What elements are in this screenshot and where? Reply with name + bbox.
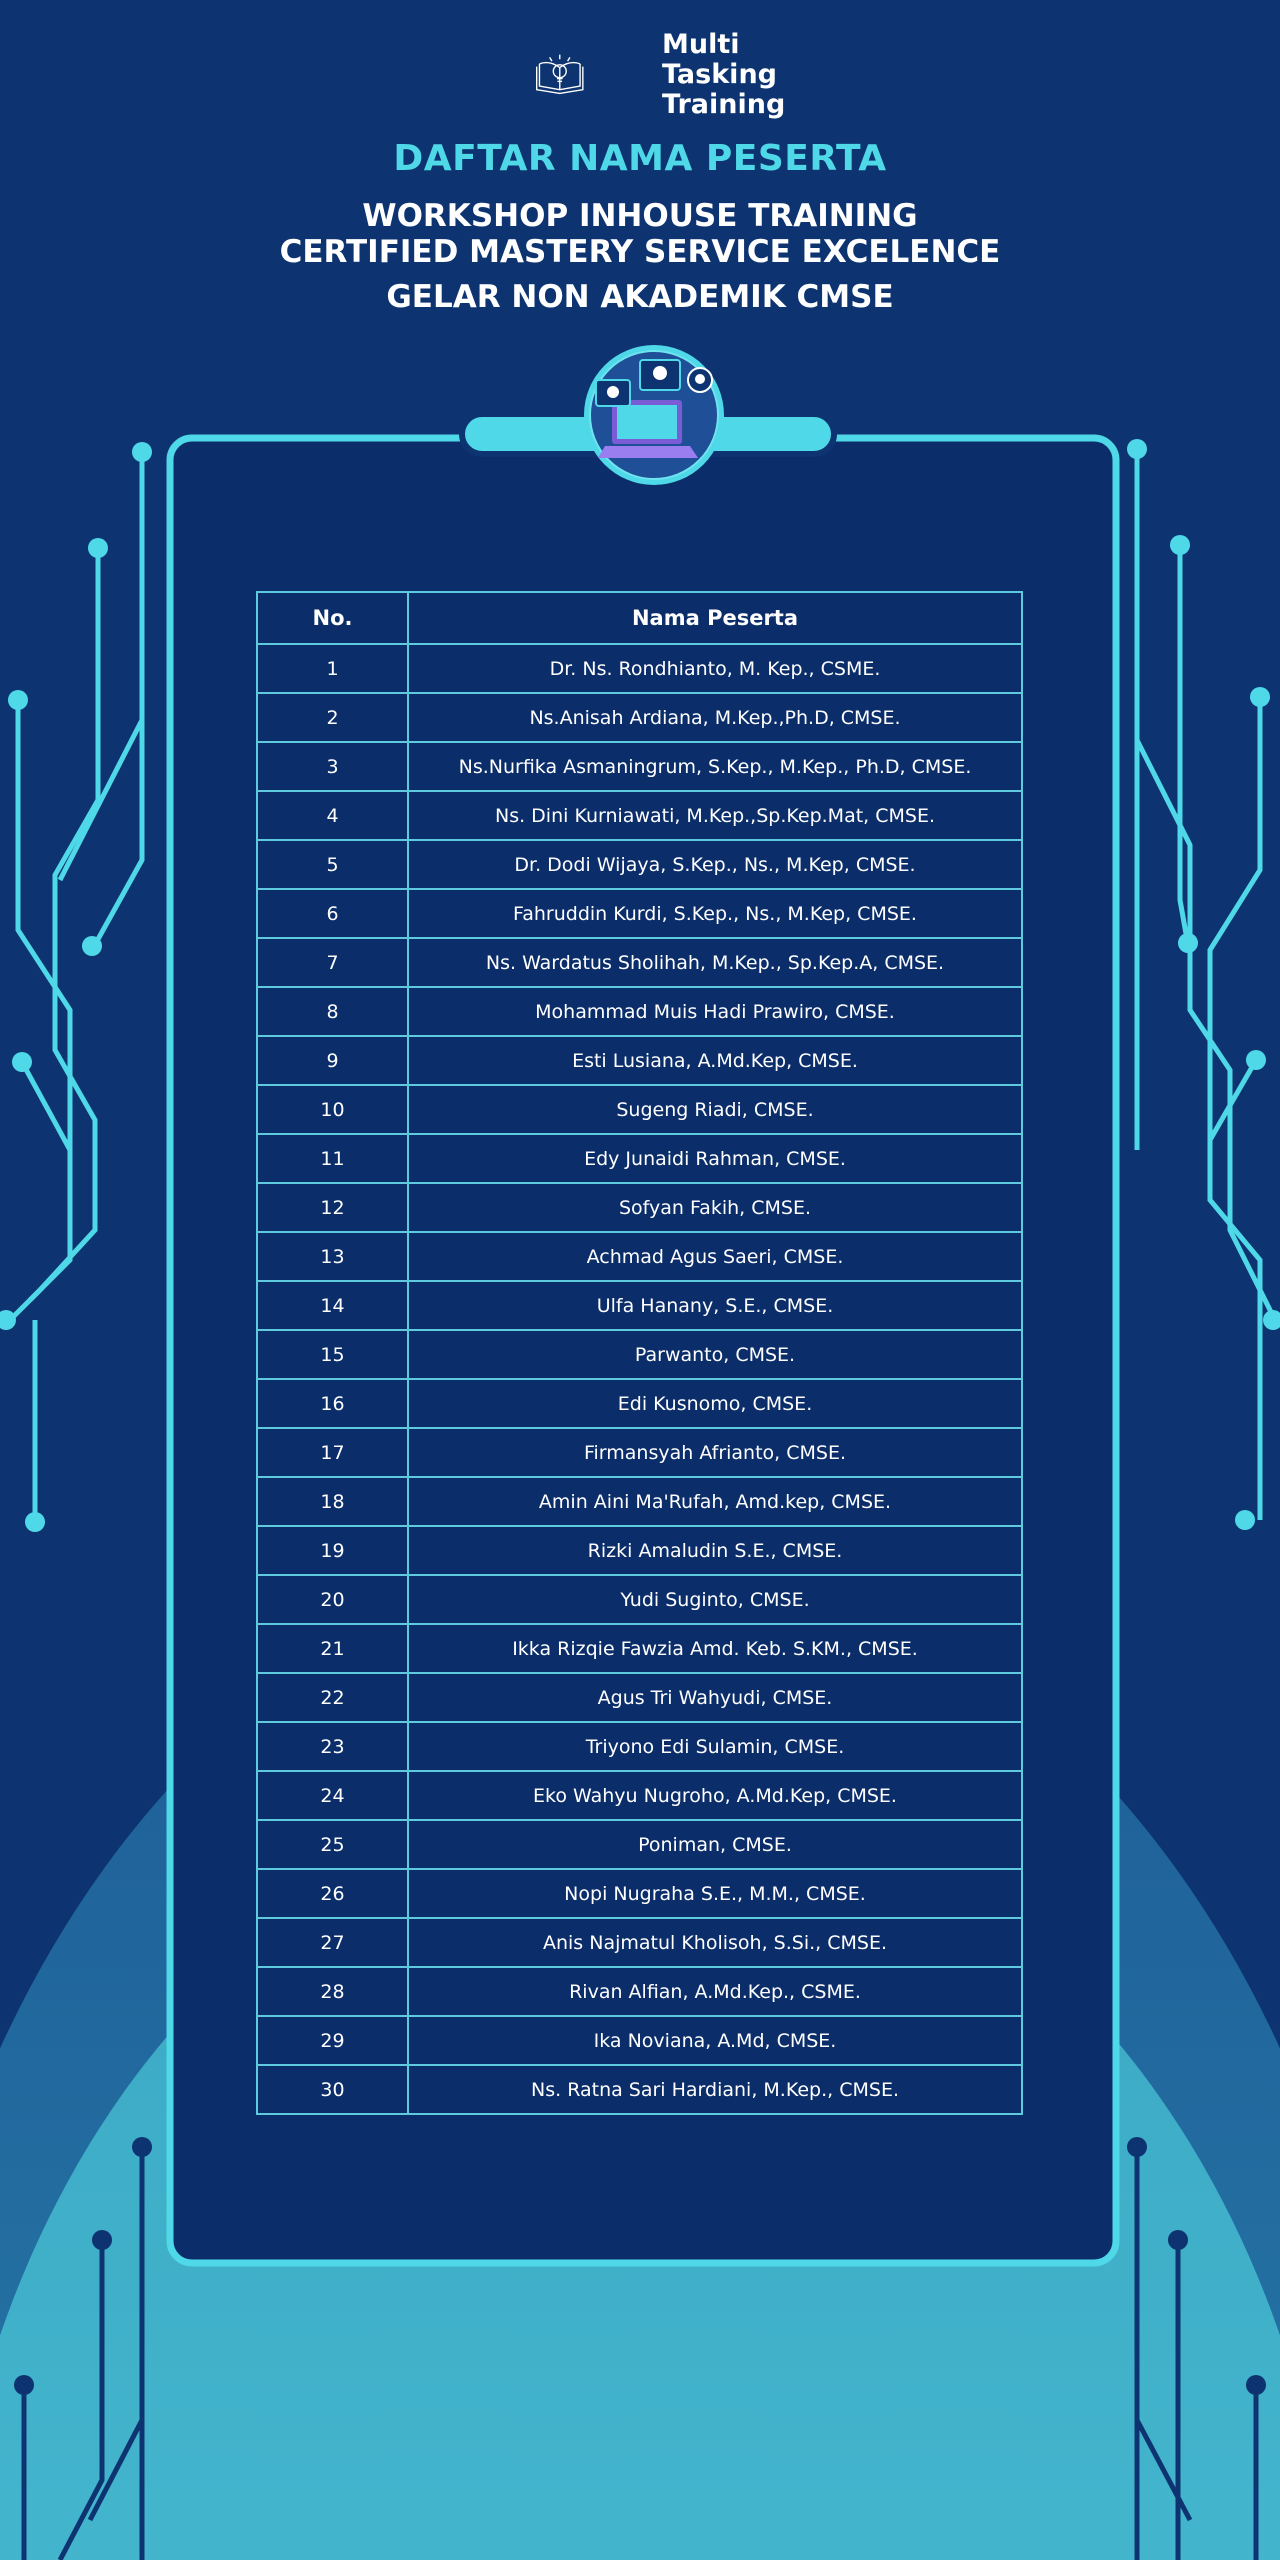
table-row [257,1722,1022,1771]
participant-number: 15 [257,1330,408,1379]
table-row [257,1036,1022,1085]
participant-number: 30 [257,2065,408,2114]
participant-number: 28 [257,1967,408,2016]
participant-name: Eko Wahyu Nugroho, A.Md.Kep, CMSE. [408,1771,1022,1820]
participant-number: 1 [257,644,408,693]
participant-name: Amin Aini Ma'Rufah, Amd.kep, CMSE. [408,1477,1022,1526]
participant-name: Poniman, CMSE. [408,1820,1022,1869]
subtitle-line1: WORKSHOP INHOUSE TRAINING [362,198,918,234]
participant-name: Ns. Ratna Sari Hardiani, M.Kep., CMSE. [408,2065,1022,2114]
participant-name: Sofyan Fakih, CMSE. [408,1183,1022,1232]
participant-number: 14 [257,1281,408,1330]
participant-name: Edi Kusnomo, CMSE. [408,1379,1022,1428]
participant-name: Yudi Suginto, CMSE. [408,1575,1022,1624]
participant-number: 6 [257,889,408,938]
participant-name: Ulfa Hanany, S.E., CMSE. [408,1281,1022,1330]
brand-name-line3: Training [662,89,786,120]
participant-number: 16 [257,1379,408,1428]
table-row [257,1085,1022,1134]
table-row [257,791,1022,840]
table-row [257,1918,1022,1967]
table-row [257,889,1022,938]
participant-name: Ns.Anisah Ardiana, M.Kep.,Ph.D, CMSE. [408,693,1022,742]
table-row [257,1771,1022,1820]
participant-name: Sugeng Riadi, CMSE. [408,1085,1022,1134]
participant-number: 22 [257,1673,408,1722]
subtitle-line3: GELAR NON AKADEMIK CMSE [386,279,894,315]
participant-number: 13 [257,1232,408,1281]
table-row [257,1526,1022,1575]
participant-number: 19 [257,1526,408,1575]
participant-number: 4 [257,791,408,840]
table-row [257,938,1022,987]
table-row [257,1379,1022,1428]
participant-number: 20 [257,1575,408,1624]
participant-number: 12 [257,1183,408,1232]
participant-number: 8 [257,987,408,1036]
brand-name-line1: Multi [662,29,740,60]
participant-name: Ika Noviana, A.Md, CMSE. [408,2016,1022,2065]
table-header-row [257,592,1022,644]
table-row [257,2016,1022,2065]
participant-number: 25 [257,1820,408,1869]
participant-number: 27 [257,1918,408,1967]
table-row [257,1428,1022,1477]
table-row [257,644,1022,693]
column-header-name: Nama Peserta [408,592,1022,644]
participant-number: 10 [257,1085,408,1134]
table-row [257,1575,1022,1624]
participant-number: 5 [257,840,408,889]
participant-name: Rivan Alfian, A.Md.Kep., CSME. [408,1967,1022,2016]
brand-name-line2: Tasking [662,59,777,90]
participant-name: Mohammad Muis Hadi Prawiro, CMSE. [408,987,1022,1036]
participant-name: Achmad Agus Saeri, CMSE. [408,1232,1022,1281]
participant-name: Fahruddin Kurdi, S.Kep., Ns., M.Kep, CMSE. [408,889,1022,938]
table-row [257,1183,1022,1232]
participant-name: Firmansyah Afrianto, CMSE. [408,1428,1022,1477]
participant-name: Dr. Ns. Rondhianto, M. Kep., CSME. [408,644,1022,693]
participant-name: Rizki Amaludin S.E., CMSE. [408,1526,1022,1575]
participant-name: Triyono Edi Sulamin, CMSE. [408,1722,1022,1771]
participant-name: Edy Junaidi Rahman, CMSE. [408,1134,1022,1183]
participant-number: 21 [257,1624,408,1673]
participant-number: 11 [257,1134,408,1183]
participant-number: 3 [257,742,408,791]
participant-name: Agus Tri Wahyudi, CMSE. [408,1673,1022,1722]
participant-number: 7 [257,938,408,987]
table-row [257,1281,1022,1330]
page-title: DAFTAR NAMA PESERTA [393,138,887,179]
table-row [257,1673,1022,1722]
subtitle-line2: CERTIFIED MASTERY SERVICE EXCELENCE [279,234,1001,270]
participant-number: 9 [257,1036,408,1085]
open-book-lightbulb-icon [533,28,653,120]
table-row [257,1134,1022,1183]
participant-name: Ns. Wardatus Sholihah, M.Kep., Sp.Kep.A, CMSE. [408,938,1022,987]
participant-number: 17 [257,1428,408,1477]
participant-number: 23 [257,1722,408,1771]
participant-number: 18 [257,1477,408,1526]
participant-name: Ikka Rizqie Fawzia Amd. Keb. S.KM., CMSE. [408,1624,1022,1673]
participant-name: Ns.Nurfika Asmaningrum, S.Kep., M.Kep., Ph.D, CMSE. [408,742,1022,791]
table-row [257,1232,1022,1281]
table-row [257,693,1022,742]
participant-name: Parwanto, CMSE. [408,1330,1022,1379]
table-body [257,644,1022,2114]
brand-name [662,30,785,120]
table-row [257,1869,1022,1918]
participant-name: Ns. Dini Kurniawati, M.Kep.,Sp.Kep.Mat, CMSE. [408,791,1022,840]
participant-name: Esti Lusiana, A.Md.Kep, CMSE. [408,1036,1022,1085]
table-row [257,2065,1022,2114]
participant-table [256,591,1023,2115]
badge-circle [584,345,724,485]
table-row [257,1820,1022,1869]
participant-name: Dr. Dodi Wijaya, S.Kep., Ns., M.Kep, CMSE. [408,840,1022,889]
table-row [257,742,1022,791]
table-row [257,1624,1022,1673]
table-row [257,1477,1022,1526]
table-row [257,1330,1022,1379]
participant-name: Nopi Nugraha S.E., M.M., CMSE. [408,1869,1022,1918]
participant-number: 24 [257,1771,408,1820]
participant-number: 26 [257,1869,408,1918]
participant-name: Anis Najmatul Kholisoh, S.Si., CMSE. [408,1918,1022,1967]
table-row [257,987,1022,1036]
column-header-number: No. [257,592,408,644]
table-row [257,1967,1022,2016]
participant-table-container [256,591,1023,2115]
participant-number: 29 [257,2016,408,2065]
table-row [257,840,1022,889]
participant-number: 2 [257,693,408,742]
